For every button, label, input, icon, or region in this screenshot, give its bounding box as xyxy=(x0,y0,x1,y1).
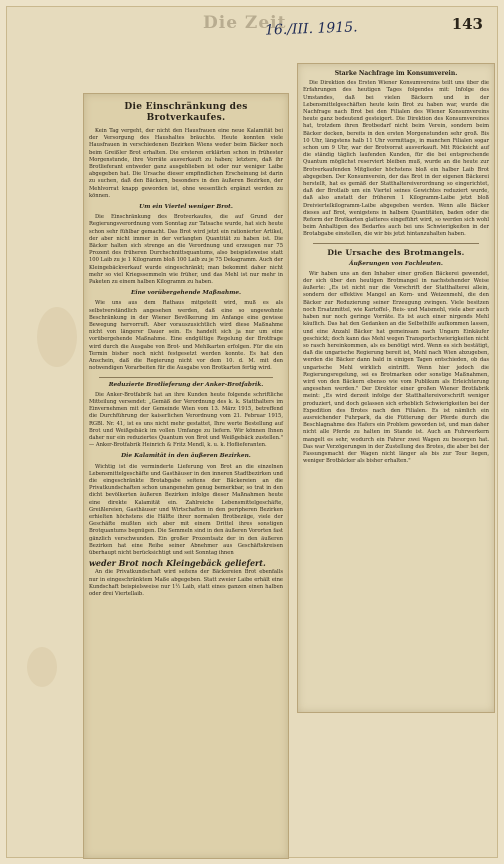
section-text: Die Anker-Brotfabrik hat an ihre Kunden heute folgende schriftliche Mitteilung versendet: „Gemäß der Verordnung des k. k. Statthalters im Einvernehmen mit der Gemeinde Wien vom 13. März 1915, betreffend die Durchführung der kaiserlichen Verordnung vom 21. Februar 1915, RGBl. Nr. 41, ist es uns nicht mehr gestattet, Ihre werte Bestellung auf Brot und Weißgebäck im vollen Umfange zu liefern. Wir können Ihnen daher nur ein reduziertes Quantum von Brot und Weißgebäck zustellen." — Anker-Brotfabrik Heinrich & Fritz Mendl, k. u. k. Hoflieferanten. xyxy=(89,391,283,449)
section-text: Die Einschränkung des Brotverkaufes, die auf Grund der Regierungsverordnung vom Sonntag zur Tatsache wurde, hat sich heute schon sehr fühlbar gemacht. Das Brot wird jetzt ein rationierter Artikel, der aber nicht immer in der verlangten Quantität zu haben ist. Die Bäcker halten sich strenge an die Verordnung und erzeugen nur 75 Prozent des früheren Durchschnittsquantums, also beispielsweise statt 100 Laib zu je 1 Kilogramm bloß 100 Laib zu je 75 Dekagramm. Auch der Kleingebäckverkauf wurde eingeschränkt; man bekommt daher nicht mehr so viel Kriegssemmeln wie früher, und das Mehl ist nur mehr in Paketen zu einem halben Kilogramm zu haben. xyxy=(89,214,283,286)
emphasized-line: weder Brot noch Kleingebäck geliefert. xyxy=(89,558,266,569)
divider xyxy=(99,377,273,378)
article-title: Die Ursache des Brotmangels. xyxy=(327,247,465,257)
section-text: An die Privatkundschaft wird seitens der Bäckereien Brot ebenfalls nur in eingeschränktem Maße abgegeben. Statt zweier Laibe erhält eine Kundschaft beispielsweise nur 1½ Laib, statt eines ganzen einen halben oder drei Viertellaib. xyxy=(89,569,283,597)
subheading-quarter-less: Um ein Viertel weniger Brot. xyxy=(139,204,233,211)
subheading-konsumverein: Starke Nachfrage im Konsumverein. xyxy=(334,70,458,77)
masthead-stamp: Die Zeit xyxy=(203,13,287,33)
section-text: Wie uns aus dem Rathaus mitgeteilt wird, muß es als selbstverständlich angesehen werden, daß eine so ungewohnte Beschränkung in der Wiener Bevölkerung im Anfange eine gewisse Bewegung hervorruft. Aber vorauszusichtlich wird diese Maßnahme nicht von längerer Dauer sein. Es handelt sich ja nur um eine vorübergehende Maßnahme. Eine endgültige Regelung der Brotfrage wird durch die Ausgabe von Brot- und Mehlkarten erfolgen. Für die ein Termin bisher noch nicht festgesetzt werden konnte. Es hat den Anschein, daß die Regierung nicht vor dem 10. d. M. mit den notwendigen Vorarbeiten für die Ausgabe von Brotkarten fertig wird. xyxy=(89,300,283,372)
archive-page xyxy=(6,6,498,858)
page-header xyxy=(7,7,497,43)
paper-stain xyxy=(27,647,57,687)
section-text: Wir haben uns an den Inhaber einer großen Bäckerei gewendet, der sich über den heutigen Brotmangel in nachstehender Weise äußerte: „Es ist nicht nur die Vorschrift der Statthalterei allein, sondern der effektive Mangel an Korn- und Weizenmehl, die den Bäcker zur Reduzierung seiner Erzeugung zwingen. Viele besitzen noch Ersatzmittel, wie Kartoffel-, Reis- und Maismehl, viele aber auch haben nur noch geringe Vorräte. Es ist auch einer nirgends Mehl käuflich. Das hat den Gedanken an die Selbsthilfe aufkommen lassen, und eine Anzahl Bäcker hat gemeinsam nach Ungarn Einkäufer geschickt; doch kann das Mehl wegen Transportschwierigkeiten nicht so rasch hereinkommen, als es benötigt wird. Wenn es sich bestätigt, daß die ungarische Regierung bereit ist, Mehl nach Wien abzugeben, werden die Bäcker dann bald in einigen Tagen entschieden, ob das ungarische Mehl wirklich eintrifft. Wenn hier jedoch die Regierungsregelung, sei es Brotmarken oder sonstige Maßnahmen, wird von den Bäckern ebenso wie vom Publikum als Erleichterung angesehen werden." Der Direktor einer großen Wiener Brotfabrik meint: „Es wird derzeit infolge der Statthaltereivorschrift weniger produziert, und doch gelassen sich erheblich Schwierigkeiten bei der Expedition des Brotes nach den Filialen. Es ist nämlich ein ausreichender Fuhrpark, da die Fütterung der Pferde durch die Beschlagnahme des Hafers ein Problem geworden ist, und man daher nicht alle Pferde zu halten im Stande ist. Auch an Fuhrwerkern mangelt es sehr, wodurch ein Fahrer zwei Wagen zu besorgen hat. Das war Verzögerungen in der Zustellung des Brotes, die aber bei der Fassungsmacht der Wagen nicht länger als bis zur Tour liegen, weniger Brotbäcker als bisher erhalten." xyxy=(303,270,489,465)
handwritten-date: 16./III. 1915. xyxy=(264,19,358,39)
divider xyxy=(313,243,479,244)
subheading-outer-districts: Die Kalamität in den äußeren Bezirken. xyxy=(121,453,251,460)
section-text: Wichtig ist die verminderte Lieferung von Brot an die einzelnen Lebensmittelgeschäfte und Gasthäuser in den inneren Stadtbezirken und die eingeschränkte Brotabgabe seitens der Bäckereien an die Privatkundschaften schon unangenehm genug bemerkbar, so trat in den dicht bevölkerten äußeren Bezirken infolge dieser Maßnahmen heute eine direkte Kalamität ein. Zahlreiche Lebensmittelgeschäfte, Greißlereien, Gasthäuser und Wirtschaften in den peripheren Bezirken erhielten höchstens die Hälfte ihrer normalen Brotbezüge, viele der Geschäfte mußten sich aber mit einem Drittel ihres sonstigen Brotquantums begnügen. Die Semmeln sind in den äußeren Vororten fast gänzlich verschwunden. Ein großer Prozentsatz der in den äußeren Bezirken hat eine Reihe seiner Abnehmer aus Geschäftskreisen überhaupt nicht berücksichtigt und seit Sonntag ihnen xyxy=(89,463,283,556)
intro-paragraph: Kein Tag vergeht, der nicht den Hausfrauen eine neue Kalamität bei der Versorgung des Haushaltes bräuchte. Heute konnten viele Hausfrauen in verschiedenen Bezirken Wiens weder beim Bäcker noch beim Greißler Brot erhalten. Die ersteren erklärten schon in frühester Morgenstunde, ihre Vorräte ausverkauft zu haben; letztere, daß ihr Brotlieferant entweder ganz ausgeblieben ist oder nur weniger Laibe abgegeben hat. Die Ursache dieser empfindlichen Erscheinung ist darin zu suchen, daß den Bäckern, besonders in den äußeren Bezirken, der Mehlvorrat knapp geworden ist, ohne wesentlich ergänzt werden zu können. xyxy=(89,128,283,199)
subheading-experts: Äußerungen von Fachleuten. xyxy=(349,260,443,267)
subheading-anker-brotfabrik: Reduzierte Brotlieferung der Anker-Brotfabrik. xyxy=(108,381,264,388)
section-text: Die Direktion des Ersten Wiener Konsumvereins teilt uns über die Erfahrungen des heutigen Tages folgendes mit: Infolge des Umstandes, daß bei vielen Bäckern und in der Lebensmittelgeschäften heute kein Brot zu haben war, wurde die Nachfrage nach Brot bei den Filialen des Wiener Konsumvereins heute ganz bedeutend gesteigert. Die Direktion des Konsumvereines hat, trotzdem ihren Brotbedarf nicht beim Verein, sondern beim Bäcker decken, bereits in den ersten Morgenstunden sehr groß. Bis 10 Uhr, längstens halb 11 Uhr vormittags, in manchen Filialen sogar schon um 9 Uhr, war der Brotvorrat ausverkauft. Mit Rücksicht auf die ständig täglich laufenden Kunden, für die bei entsprechende Quantum möglichst reserviert bleiben muß, wurde an die heute zur Brotverkaufenden Mitglieder höchstens bloß ein halber Laib Brot abgegeben. Der Konsumverein, der das Brot in der eigenen Bäckerei herstellt, hat es gemäß der Statthaltereiverordnung so eingerichtet, daß der Brotlaib um ein Viertel seines Gewichtes reduziert wurde, daß also anstatt der früheren 1 Kilogramm-Laibe jetzt bloß Dreiviertelkilogramm-Laibe abgegeben werden. Wenn alle Bäcker dieses auf Brot, wenigstens in halbem Quantitäten, baden oder die Reform der Brotkarten glatteres eingeführt wird, so werden sich wohl beim Anhaltigen des Bedarfes auch bei uns Schwierigkeiten in der Brotabgabe einstellen, die wir bis jetzt hintanzuhalten haben. xyxy=(303,80,489,238)
left-newspaper-clipping xyxy=(83,93,289,859)
paper-stain xyxy=(37,307,77,367)
page-number: 143 xyxy=(451,15,483,33)
article-title: Die Einschränkung des Brotverkaufes. xyxy=(124,102,248,123)
right-newspaper-clipping xyxy=(297,63,495,713)
subheading-temporary-measure: Eine vorübergehende Maßnahme. xyxy=(130,290,242,297)
